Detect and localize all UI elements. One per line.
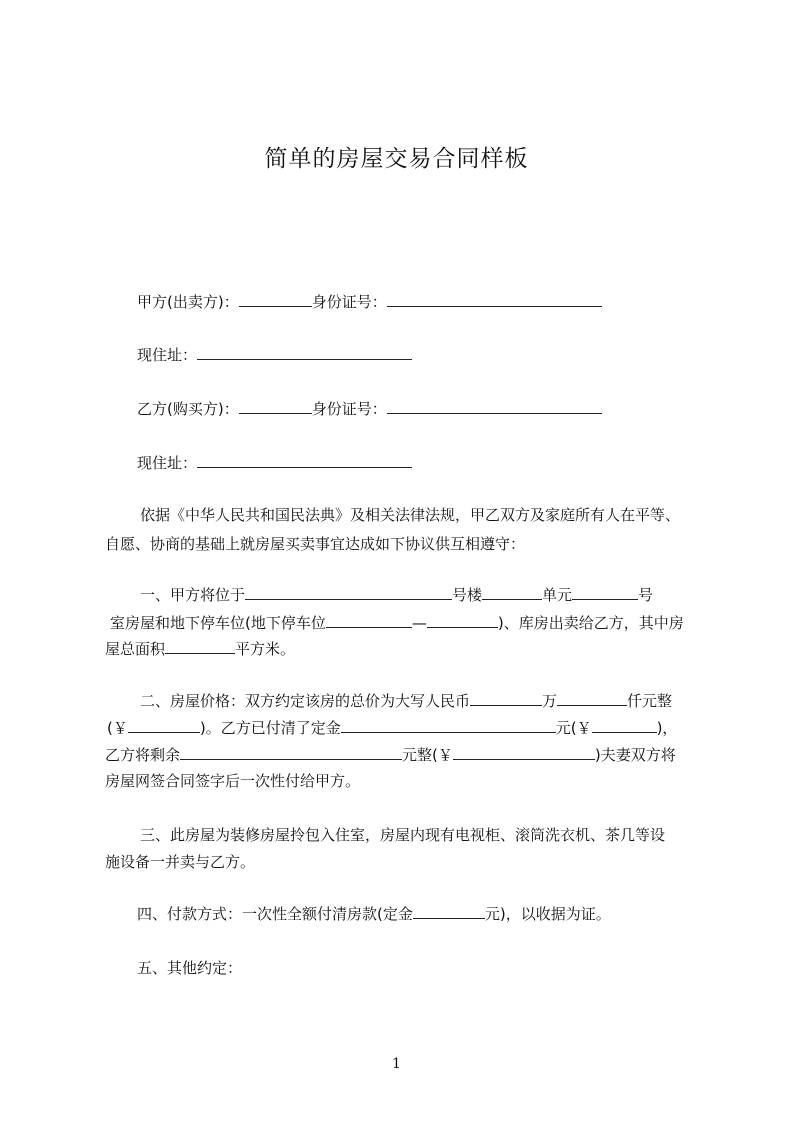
clause-2-remaining-yen-open: 元整(￥ bbox=[402, 746, 453, 764]
price-thousand-blank[interactable] bbox=[557, 691, 627, 706]
clause-2-deposit-text: )。乙方已付清了定金 bbox=[199, 719, 341, 737]
clause-1-building-label: 号楼 bbox=[452, 586, 483, 604]
party-b-line bbox=[137, 399, 602, 419]
clause-2-line-4: 房屋网签合同签字后一次性付给甲方。 bbox=[105, 772, 361, 790]
clause-2-line-3 bbox=[105, 745, 676, 765]
parking-blank-2[interactable] bbox=[427, 613, 498, 628]
clause-1-line-3 bbox=[105, 639, 295, 659]
price-figure-blank[interactable] bbox=[128, 718, 200, 733]
clause-1-storage-text: )、库房出卖给乙方，其中房 bbox=[497, 614, 684, 632]
clause-2-remaining-label: 乙方将剩余 bbox=[105, 746, 181, 764]
party-b-address-blank[interactable] bbox=[197, 453, 412, 468]
remaining-figure-blank[interactable] bbox=[453, 745, 595, 760]
clause-2-wan-label: 万 bbox=[542, 692, 558, 710]
building-blank[interactable] bbox=[482, 585, 542, 600]
party-a-label: 甲方(出卖方)： bbox=[137, 293, 239, 311]
party-b-address-label: 现住址： bbox=[137, 454, 198, 472]
clause-1-dash: — bbox=[411, 614, 427, 632]
clause-1-line-2 bbox=[110, 613, 684, 633]
party-a-address-label: 现住址： bbox=[137, 346, 198, 364]
party-a-address-blank[interactable] bbox=[197, 345, 412, 360]
clause-3-line-2: 施设备一并卖与乙方。 bbox=[105, 853, 256, 871]
clause-2-line-2 bbox=[107, 718, 677, 738]
clause-2-line-1 bbox=[140, 691, 672, 711]
clause-2-couple-text: )夫妻双方将 bbox=[594, 746, 676, 764]
deposit-figure-blank[interactable] bbox=[592, 718, 657, 733]
clause-1-parking-text: 室房屋和地下停车位(地下停车位 bbox=[110, 614, 326, 632]
clause-1-line-1 bbox=[140, 585, 653, 605]
parking-blank-1[interactable] bbox=[326, 613, 412, 628]
price-ten-thousand-blank[interactable] bbox=[470, 691, 542, 706]
clause-2-qian-label: 仟元整 bbox=[627, 692, 673, 710]
location-blank[interactable] bbox=[245, 585, 452, 600]
clause-4-line bbox=[137, 904, 611, 924]
remaining-words-blank[interactable] bbox=[180, 745, 402, 760]
page-number: 1 bbox=[392, 1056, 401, 1072]
clause-1-area-unit: 平方米。 bbox=[235, 640, 296, 658]
clause-5-line: 五、其他约定： bbox=[137, 959, 243, 977]
party-a-line bbox=[137, 292, 602, 312]
party-b-id-blank[interactable] bbox=[387, 399, 602, 414]
page-title: 简单的房屋交易合同样板 bbox=[264, 146, 529, 172]
clause-2-text: 二、房屋价格：双方约定该房的总价为大写人民币 bbox=[140, 692, 471, 710]
clause-4-text: 四、付款方式：一次性全额付清房款(定金 bbox=[137, 905, 413, 923]
party-b-name-blank[interactable] bbox=[239, 399, 312, 414]
party-b-id-label: 身份证号： bbox=[311, 400, 387, 418]
unit-blank[interactable] bbox=[572, 585, 638, 600]
clause-1-unit-label: 单元 bbox=[542, 586, 573, 604]
party-b-address-line bbox=[137, 453, 412, 473]
payment-deposit-blank[interactable] bbox=[413, 904, 485, 919]
deposit-words-blank[interactable] bbox=[341, 718, 556, 733]
party-b-label: 乙方(购买方)： bbox=[137, 400, 239, 418]
clause-1-text: 一、甲方将位于 bbox=[140, 586, 246, 604]
clause-3-line-1: 三、此房屋为装修房屋拎包入住室，房屋内现有电视柜、滚筒洗衣机、茶几等设 bbox=[140, 826, 666, 844]
clause-2-deposit-yen-open: 元(￥ bbox=[555, 719, 592, 737]
party-a-id-label: 身份证号： bbox=[311, 293, 387, 311]
party-a-name-blank[interactable] bbox=[239, 292, 312, 307]
party-a-address-line bbox=[137, 345, 412, 365]
preamble-line-2: 自愿、协商的基础上就房屋买卖事宜达成如下协议供互相遵守： bbox=[105, 535, 526, 553]
clause-1-area-label: 屋总面积 bbox=[105, 640, 166, 658]
clause-1-number-label: 号 bbox=[638, 586, 654, 604]
party-a-id-blank[interactable] bbox=[387, 292, 602, 307]
clause-2-price-yen-open: (￥ bbox=[107, 719, 128, 737]
area-blank[interactable] bbox=[165, 639, 235, 654]
preamble-line-1: 依据《中华人民共和国民法典》及相关法律法规，甲乙双方及家庭所有人在平等、 bbox=[140, 506, 681, 524]
clause-4-receipt-text: 元)，以收据为证。 bbox=[484, 905, 611, 923]
clause-2-deposit-close: )， bbox=[656, 719, 678, 737]
